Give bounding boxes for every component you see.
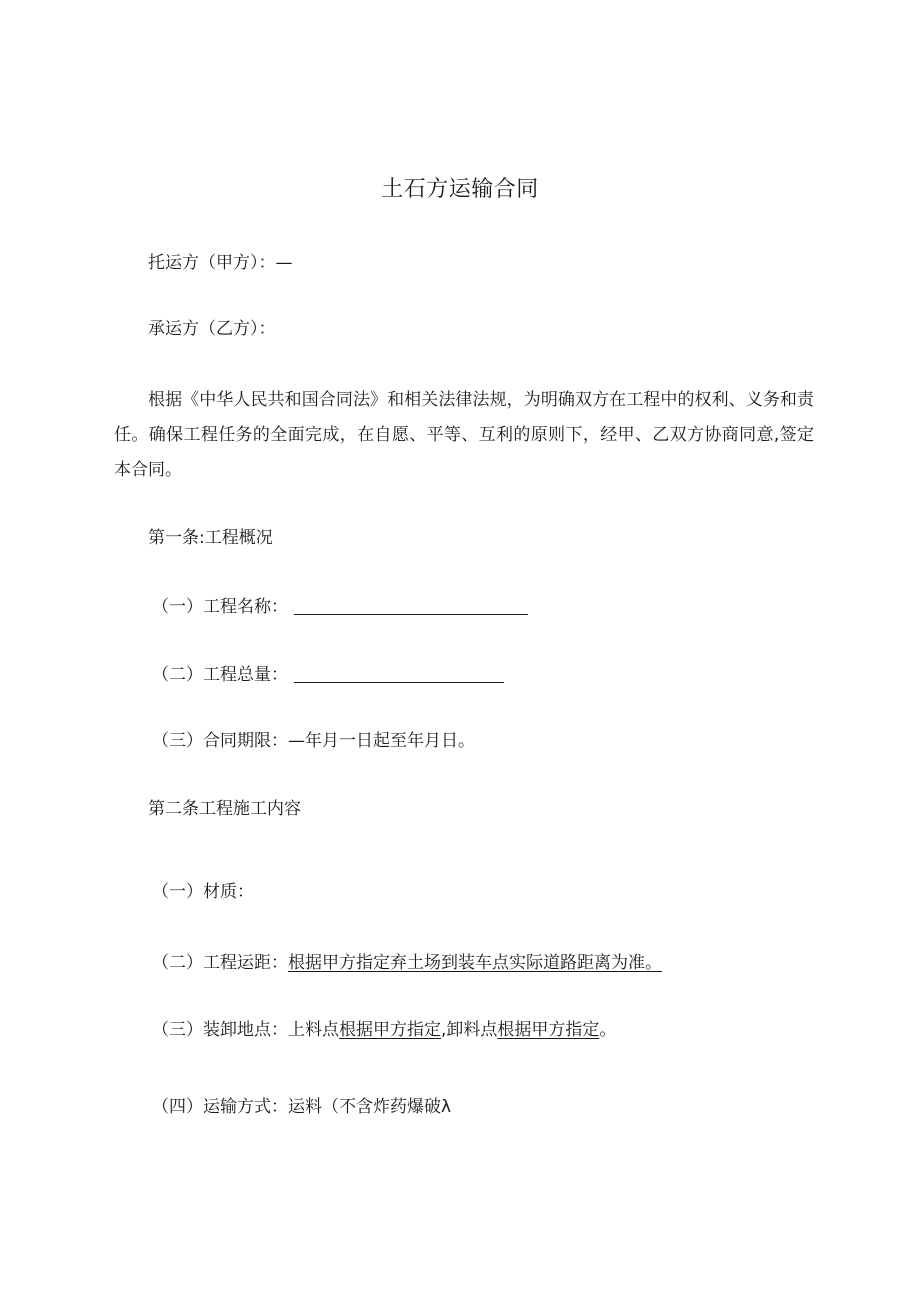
transport-distance-label: （二）工程运距：: [152, 953, 288, 973]
material-line: （一）材质：: [152, 882, 254, 902]
transport-method-line: （四）运输方式：运料（不含炸药爆破λ: [152, 1097, 452, 1117]
project-total-blank: [294, 665, 504, 683]
contract-period-line: （三）合同期限：—年月一日起至年月日。: [152, 731, 475, 751]
loading-location-row: [152, 1022, 616, 1039]
project-total-label: （二）工程总量：: [152, 665, 288, 685]
unloading-point-value: 根据甲方指定: [497, 1020, 600, 1040]
loading-location-end: 。: [599, 1020, 617, 1040]
project-name-label: （一）工程名称：: [152, 597, 288, 617]
loading-point-text: 上料点: [288, 1020, 339, 1040]
unloading-point-text: ,卸料点: [441, 1020, 498, 1040]
transport-distance-value: 根据甲方指定弃土场到装车点实际道路距离为准。: [288, 953, 662, 973]
preamble-paragraph: 根据《中华人民共和国合同法》和相关法律法规，为明确双方在工程中的权利、义务和责任。确保工程任务的全面完成，在自愿、平等、互利的原则下，经甲、乙双方协商同意,签定本合同。: [114, 390, 814, 480]
party-b-line: 承运方（乙方）：: [148, 319, 276, 339]
loading-location-label: （三）装卸地点：: [152, 1020, 288, 1040]
transport-distance-row: [152, 955, 662, 972]
article-2-heading: 第二条工程施工内容: [148, 799, 301, 819]
project-total-row: [152, 665, 504, 684]
document-title: 土石方运输合同: [381, 177, 539, 202]
project-name-blank: [294, 597, 528, 615]
party-a-line: 托运方（甲方）：—: [148, 253, 293, 273]
loading-point-value: 根据甲方指定: [339, 1020, 441, 1040]
article-1-heading: 第一条:工程概况: [148, 528, 273, 548]
project-name-row: [152, 597, 528, 616]
